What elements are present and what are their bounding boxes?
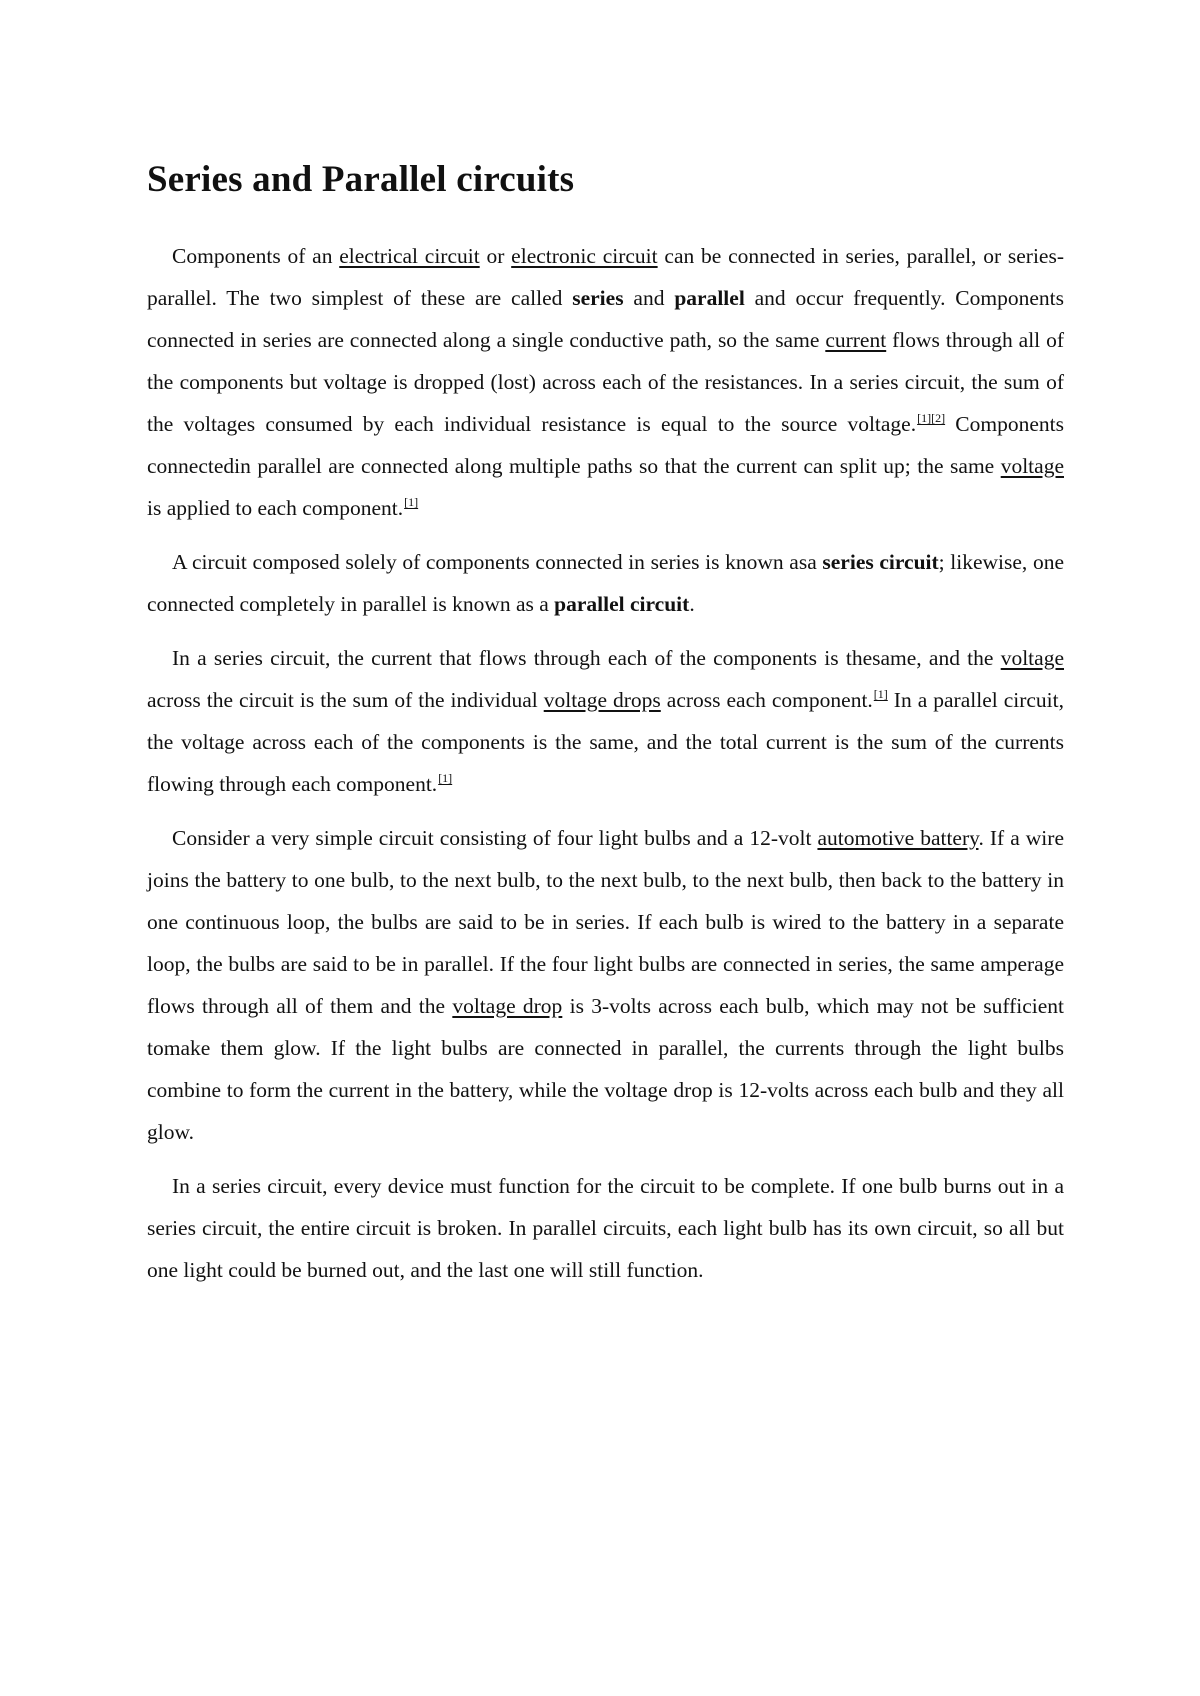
citation-link[interactable]: [1] <box>873 686 888 701</box>
page-title: Series and Parallel circuits <box>147 159 575 200</box>
link-voltage[interactable]: voltage <box>1000 453 1064 478</box>
link-automotive-battery[interactable]: automotive battery <box>817 825 979 850</box>
term-parallel-circuit: parallel circuit <box>554 591 690 616</box>
citation-link[interactable]: [1] <box>404 494 419 509</box>
citation-link[interactable]: [1] <box>438 770 453 785</box>
link-voltage[interactable]: voltage <box>1000 645 1064 670</box>
link-voltage-drops[interactable]: voltage drops <box>543 687 661 712</box>
link-electronic-circuit[interactable]: electronic circuit <box>511 243 658 268</box>
link-electrical-circuit[interactable]: electrical circuit <box>339 243 480 268</box>
citation-link[interactable]: [1][2] <box>917 410 946 425</box>
paragraph-definitions: A circuit composed solely of components connected in series is known asa series circuit; likewise, one connected completely in parallel is known as a parallel circuit. <box>147 549 1064 616</box>
term-parallel: parallel <box>674 285 745 310</box>
paragraph-current-voltage: In a series circuit, the current that flows through each of the components is thesame, and the voltage across the circuit is the sum of the individual voltage drops across each component.[1] In a parallel circuit, the voltage across each of the components is the same, and the total current is the sum of the currents flowing through each component.[1] <box>147 645 1064 796</box>
paragraph-light-bulbs: Consider a very simple circuit consisting of four light bulbs and a 12-volt automotive battery. If a wire joins the battery to one bulb, to the next bulb, to the next bulb, to the next bulb, then back to the battery in one continuous loop, the bulbs are said to be in series. If each bulb is wired to the battery in a separate loop, the bulbs are said to be in parallel. If the four light bulbs are connected in series, the same amperage flows through all of them and the voltage drop is 3-volts across each bulb, which may not be sufficient tomake them glow. If the light bulbs are connected in parallel, the currents through the light bulbs combine to form the current in the battery, while the voltage drop is 12-volts across each bulb and they all glow. <box>147 825 1065 1144</box>
term-series-circuit: series circuit <box>822 549 939 574</box>
term-series: series <box>572 285 624 310</box>
document-page <box>147 160 1064 1303</box>
link-current[interactable]: current <box>825 327 887 352</box>
paragraph-intro: Components of an electrical circuit or electronic circuit can be connected in series, parallel, or series-parallel. The two simplest of these are called series and parallel and occur frequently. Components connected in series are connected along a single conductive path, so the same current flows through all of the components but voltage is dropped (lost) across each of the resistances. In a series circuit, the sum of the voltages consumed by each individual resistance is equal to the source voltage.[1][2] Components connectedin parallel are connected along multiple paths so that the current can split up; the same voltage is applied to each component.[1] <box>147 243 1065 520</box>
paragraph-failure: In a series circuit, every device must function for the circuit to be complete. If one bulb burns out in a series circuit, the entire circuit is broken. In parallel circuits, each light bulb has its own circuit, so all but one light could be burned out, and the last one will still function. <box>147 1173 1064 1282</box>
link-voltage-drop[interactable]: voltage drop <box>452 993 563 1018</box>
